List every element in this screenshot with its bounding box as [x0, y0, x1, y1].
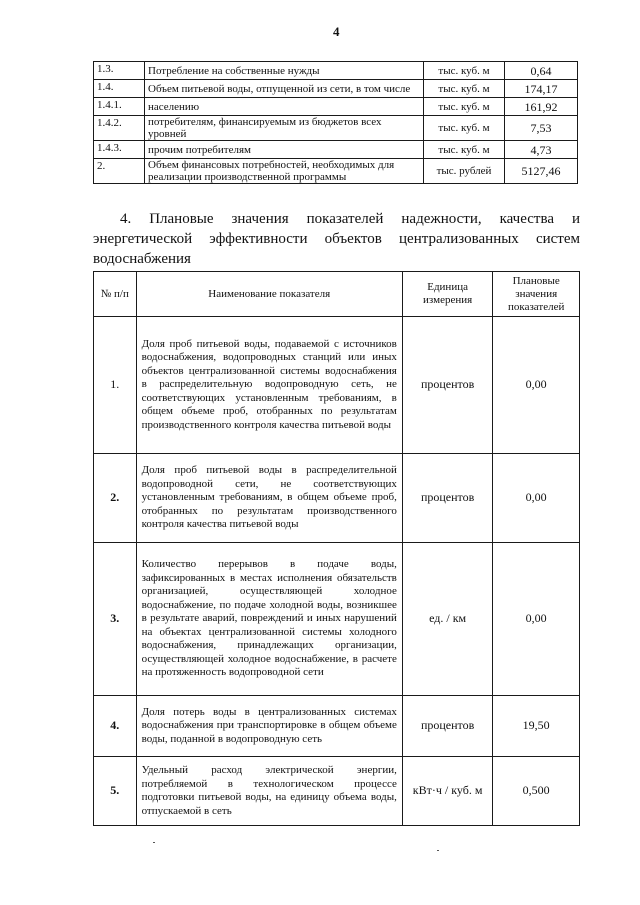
indicators-table — [93, 271, 580, 826]
row-name: Удельный расход электрической энергии, потребляемой в технологическом процессе подготовки питьевой воды, на единицу объема воды, отпускаемой в сеть — [136, 757, 402, 826]
row-number: 1.4.1. — [94, 98, 145, 116]
row-value: 0,64 — [505, 62, 578, 80]
row-number: 2. — [94, 454, 137, 543]
row-unit: тыс. куб. м — [424, 141, 505, 159]
header-name: Наименование показателя — [136, 272, 402, 317]
table-row — [94, 757, 580, 826]
row-unit: процентов — [402, 454, 492, 543]
row-name: Объем питьевой воды, отпущенной из сети, в том числе — [145, 80, 424, 98]
row-name: населению — [145, 98, 424, 116]
row-unit: тыс. куб. м — [424, 98, 505, 116]
row-number: 4. — [94, 696, 137, 757]
row-number: 5. — [94, 757, 137, 826]
row-value: 5127,46 — [505, 159, 578, 184]
row-name: Количество перерывов в подаче воды, зафиксированных в местах исполнения обязательств организацией, осуществляющей холодное водоснабжение, по подаче холодной воды, возникшее в результате аварий, повреждений и иных нарушений на объектах централизованной системы холодного водоснабжения, принадлежащих организации, осуществляющей холодное водоснабжение, в расчете на протяженность водопроводной сети — [136, 543, 402, 696]
table-row — [94, 62, 578, 80]
table-row — [94, 80, 578, 98]
section-heading: 4. Плановые значения показателей надежности, качества и энергетической эффективности объектов централизованных систем водоснабжения — [93, 211, 580, 267]
row-name: Доля проб питьевой воды в распределительной водопроводной сети, не соответствующих установленным требованиям, в общем объеме проб, отобранных по результатам производственного контроля качества питьевой воды — [136, 454, 402, 543]
row-value: 0,00 — [493, 454, 580, 543]
row-name: потребителям, финансируемым из бюджетов всех уровней — [145, 116, 424, 141]
row-name: Объем финансовых потребностей, необходимых для реализации производственной программы — [145, 159, 424, 184]
scan-speck — [437, 850, 439, 851]
row-name: Доля проб питьевой воды, подаваемой с источников водоснабжения, водопроводных станций или иных объектов централизованной системы водоснабжения в распределительную водопроводную сеть, не соответствующих установленным требованиям, в общем объеме проб, отобранных по результатам производственного контроля качества питьевой воды — [136, 317, 402, 454]
water-volume-table — [93, 61, 578, 184]
row-number: 2. — [94, 159, 145, 184]
header-num: № п/п — [94, 272, 137, 317]
table-row — [94, 317, 580, 454]
header-value: Плановые значения показателей — [493, 272, 580, 317]
row-value: 0,00 — [493, 543, 580, 696]
row-unit: тыс. рублей — [424, 159, 505, 184]
row-number: 1.4. — [94, 80, 145, 98]
row-unit: процентов — [402, 317, 492, 454]
table-row — [94, 696, 580, 757]
row-value: 174,17 — [505, 80, 578, 98]
row-value: 19,50 — [493, 696, 580, 757]
table-row — [94, 454, 580, 543]
row-value: 0,00 — [493, 317, 580, 454]
row-unit: процентов — [402, 696, 492, 757]
row-number: 1. — [94, 317, 137, 454]
row-name: Потребление на собственные нужды — [145, 62, 424, 80]
row-unit: ед. / км — [402, 543, 492, 696]
row-unit: тыс. куб. м — [424, 62, 505, 80]
row-unit: тыс. куб. м — [424, 80, 505, 98]
header-unit: Единица измерения — [402, 272, 492, 317]
table-header-row — [94, 272, 580, 317]
table-row — [94, 98, 578, 116]
row-number: 3. — [94, 543, 137, 696]
row-name: прочим потребителям — [145, 141, 424, 159]
row-number: 1.4.3. — [94, 141, 145, 159]
page-number: 4 — [333, 24, 340, 39]
row-number: 1.3. — [94, 62, 145, 80]
row-unit: кВт·ч / куб. м — [402, 757, 492, 826]
table-row — [94, 159, 578, 184]
row-value: 0,500 — [493, 757, 580, 826]
row-value: 161,92 — [505, 98, 578, 116]
table-row — [94, 543, 580, 696]
row-value: 4,73 — [505, 141, 578, 159]
table-row — [94, 116, 578, 141]
row-value: 7,53 — [505, 116, 578, 141]
scan-speck — [153, 842, 155, 843]
row-number: 1.4.2. — [94, 116, 145, 141]
table-row — [94, 141, 578, 159]
row-unit: тыс. куб. м — [424, 116, 505, 141]
row-name: Доля потерь воды в централизованных системах водоснабжения при транспортировке в общем объеме воды, поданной в водопроводную сеть — [136, 696, 402, 757]
